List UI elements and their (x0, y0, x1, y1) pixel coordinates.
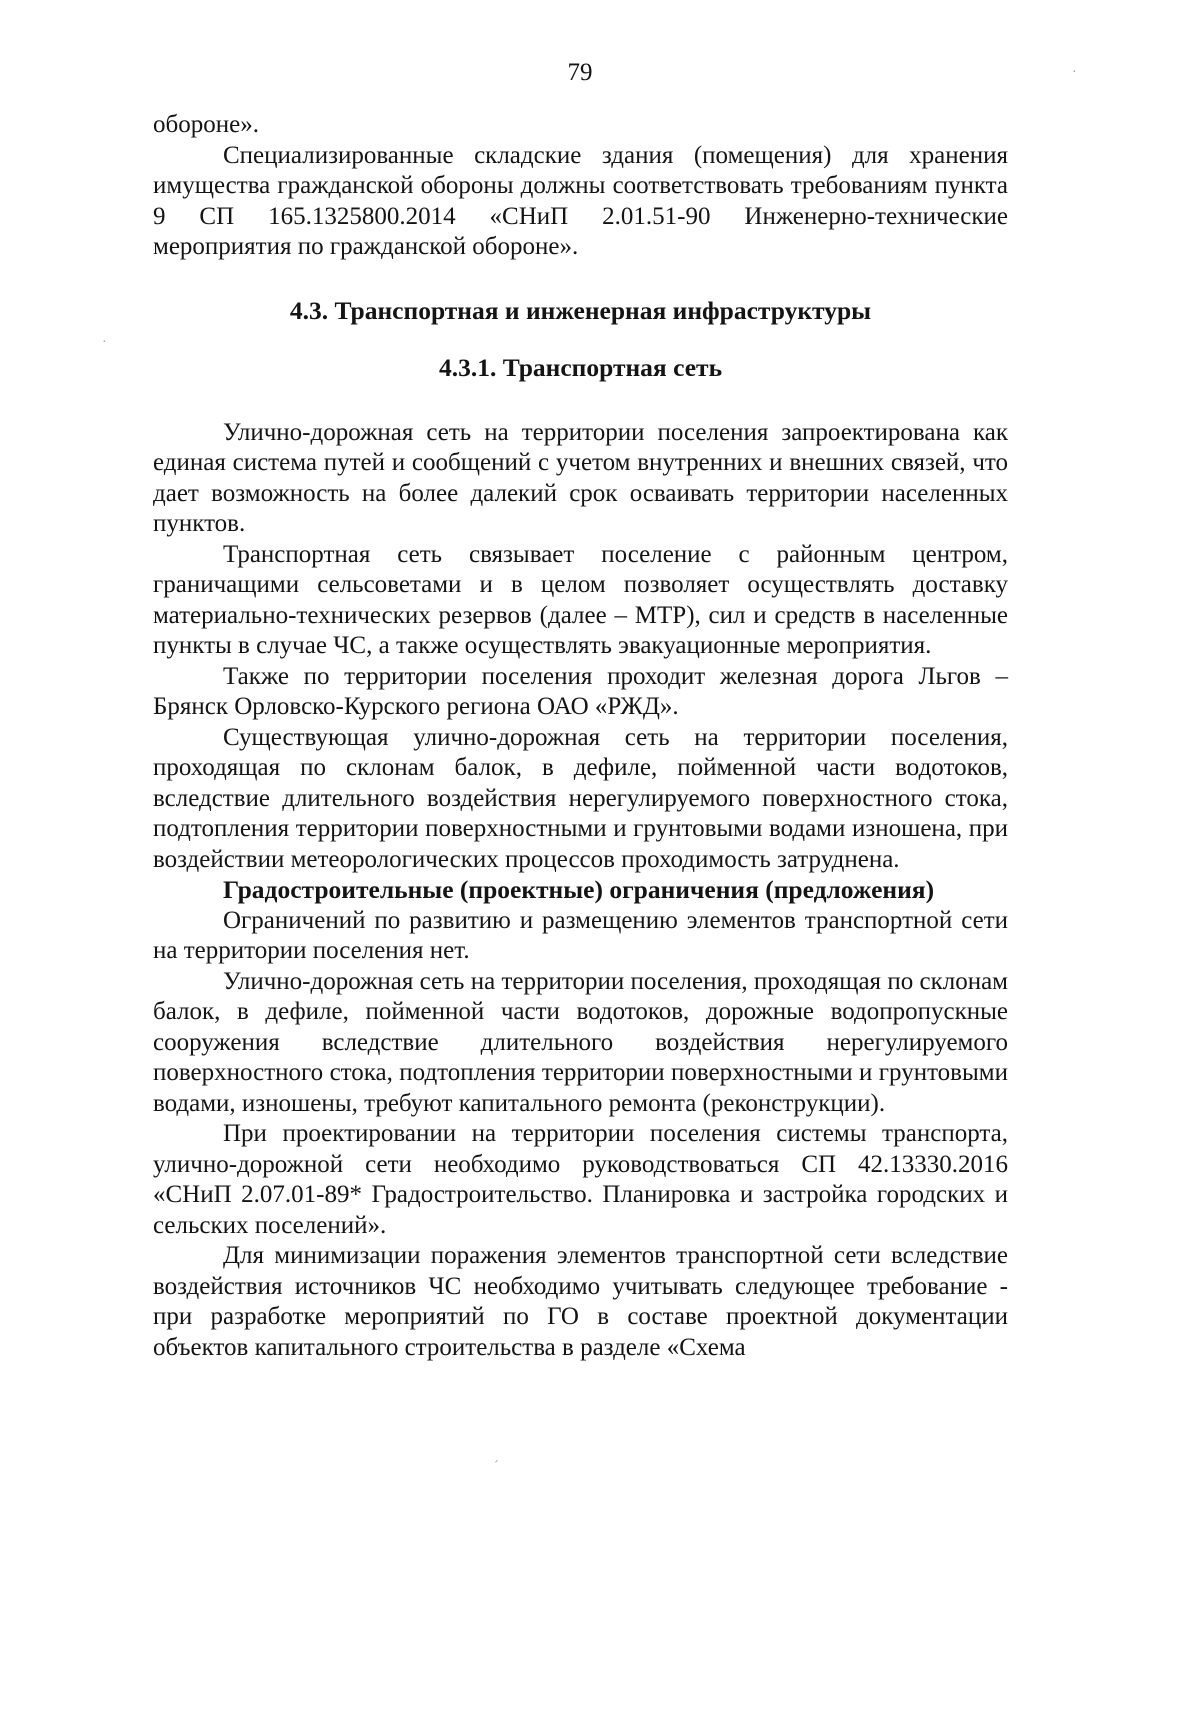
paragraph-continuation: обороне». (153, 111, 259, 138)
page-number: 79 (567, 59, 593, 86)
paragraph-network-repair: Улично-дорожная сеть на территории поселения, проходящая по склонам балок, в дефиле, пойменной части водотоков, дорожные водопропускные сооружения вследствие длительного воздействия нерегулируемого поверхностного стока, подтопления территории поверхностными и грунтовыми водами, изношены, требуют капитального ремонта (реконструкции). (153, 967, 1008, 1117)
subheading-urban-planning-restrictions: Градостроительные (проектные) ограничения (предложения) (223, 875, 935, 904)
paragraph-minimization-requirements: Для минимизации поражения элементов транспортной сети вследствие воздействия источников ЧС необходимо учитывать следующее требование - при разработке мероприятий по ГО в составе проектной документации объектов капитального строительства в разделе «Схема (153, 1242, 1008, 1361)
paragraph-street-road-network: Улично-дорожная сеть на территории поселения запроектирована как единая система путей и сообщений с учетом внутренних и внешних связей, что дает возможность на более далекий срок осваивать территории населенных пунктов. (153, 418, 1008, 537)
scan-speck: ˊ (494, 1459, 499, 1474)
paragraph-civil-defense-warehouses: Специализированные складские здания (помещения) для хранения имущества гражданской обороны должны соответствовать требованиям пункта 9 СП 165.1325800.2014 «СНиП 2.01.51-90 Инженерно-технические мероприятия по гражданской обороне». (153, 141, 1008, 260)
section-heading-4-3: 4.3. Транспортная и инженерная инфраструктуры (289, 295, 872, 325)
paragraph-design-regulations: При проектировании на территории поселения системы транспорта, улично-дорожной сети необходимо руководствоваться СП 42.13330.2016 «СНиП 2.07.01-89* Градостроительство. Планировка и застройка городских и сельских поселений». (153, 1120, 1008, 1239)
scan-speck: · (1072, 65, 1077, 80)
section-heading-4-3-1: 4.3.1. Транспортная сеть (438, 353, 723, 382)
paragraph-no-restrictions: Ограничений по развитию и размещению элементов транспортной сети на территории поселения нет. (153, 906, 1008, 964)
scan-speck: · (102, 335, 107, 350)
paragraph-existing-network: Существующая улично-дорожная сеть на территории поселения, проходящая по склонам балок, в дефиле, пойменной части водотоков, вследствие длительного воздействия нерегулируемого поверхностного стока, подтопления территории поверхностными и грунтовыми водами изношена, при воздействии метеорологических процессов проходимость затруднена. (153, 723, 1008, 873)
page-content (153, 110, 1008, 1363)
paragraph-railway: Также по территории поселения проходит железная дорога Льгов – Брянск Орловско-Курского региона ОАО «РЖД». (153, 662, 1008, 720)
paragraph-transport-network: Транспортная сеть связывает поселение с районным центром, граничащими сельсоветами и в целом позволяет осуществлять доставку материально-технических резервов (далее – МТР), сил и средств в населенные пункты в случае ЧС, а также осуществлять эвакуационные мероприятия. (153, 540, 1008, 659)
